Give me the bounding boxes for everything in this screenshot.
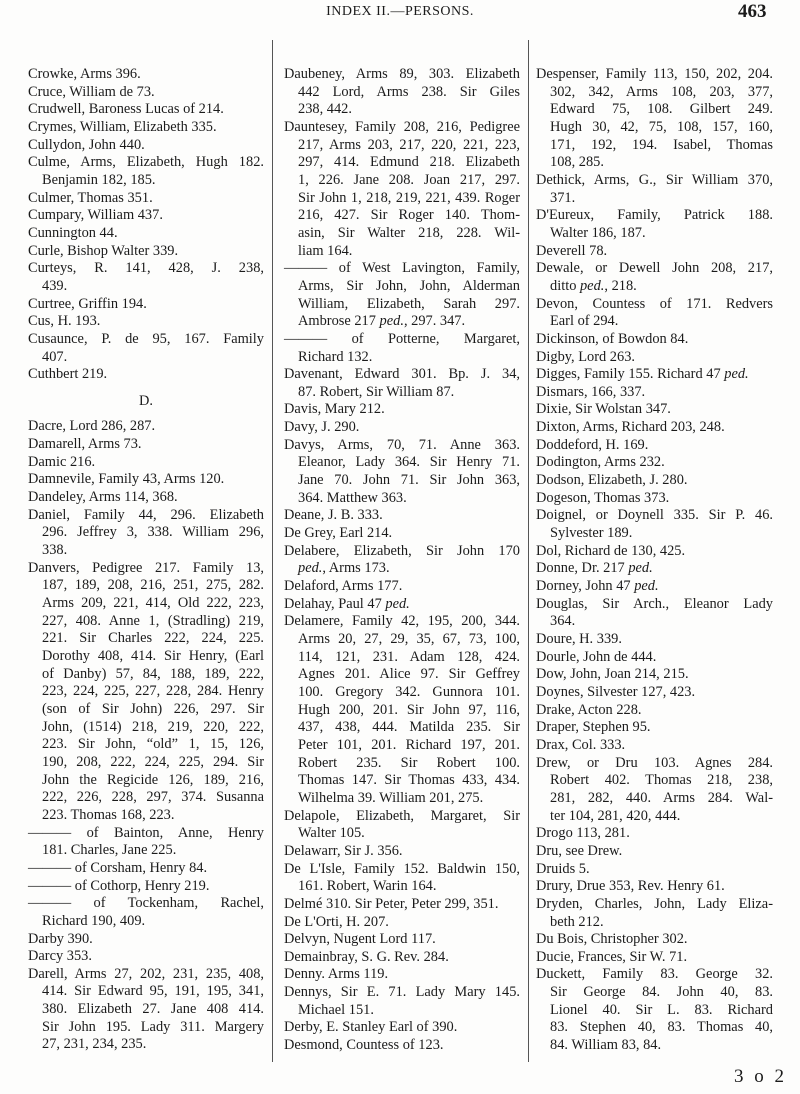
index-entry <box>28 119 264 137</box>
index-entry-line: Cruce, William de 73. <box>28 83 155 100</box>
index-entry-line: Denny. Arms 119. <box>284 966 389 983</box>
index-entry-line: Dandeley, Arms 114, 368. <box>28 489 178 506</box>
index-entry-line: Daubeney, Arms 89, 303. Elizabeth <box>284 66 520 82</box>
index-entry-line: 171, 192, 194. Isabel, Thomas <box>550 136 773 153</box>
index-entry-line: 108, 285. <box>550 154 604 171</box>
index-entry-line: Delabere, Elizabeth, Sir John 170 <box>284 542 520 559</box>
index-entry <box>536 507 773 542</box>
index-entry-line: Ambrose 217 ped., 297. 347. <box>298 313 466 330</box>
index-entry-line: Sir John 1, 218, 219, 221, 439. Roger <box>298 189 520 206</box>
index-entry-line: ditto ped., 218. <box>550 277 637 294</box>
index-entry <box>536 719 773 737</box>
index-entry <box>536 596 773 631</box>
index-entry <box>284 1019 520 1037</box>
section-letter-heading: D. <box>139 392 153 409</box>
index-entry <box>284 366 520 401</box>
index-entry <box>536 666 773 684</box>
index-entry-line: Douglas, Sir Arch., Eleanor Lady <box>536 595 773 612</box>
index-entry <box>536 366 773 384</box>
index-entry-line: Delmé 310. Sir Peter, Peter 299, 351. <box>284 895 499 912</box>
index-entry-line: 223. Thomas 168, 223. <box>42 806 175 823</box>
index-entry <box>28 878 264 896</box>
column-divider <box>528 40 529 1062</box>
index-entry <box>284 949 520 967</box>
index-entry-line: Curteys, R. 141, 428, J. 238, <box>28 260 264 277</box>
index-entry <box>536 543 773 561</box>
index-entry-line: Davis, Mary 212. <box>284 401 385 418</box>
index-entry-line: 442 Lord, Arms 238. Sir Giles <box>298 83 520 100</box>
index-entry <box>284 808 520 843</box>
index-entry-line: Dethick, Arms, G., Sir William 370, <box>536 171 773 188</box>
index-entry-line: Dryden, Charles, John, Lady Eliza- <box>536 895 773 912</box>
printer-signature: 3 o 2 <box>734 1066 787 1087</box>
index-entry-line: Dodson, Elizabeth, J. 280. <box>536 472 688 489</box>
index-entry <box>284 507 520 525</box>
index-entry-line: John, (1514) 218, 219, 220, 222, <box>42 718 264 735</box>
index-entry-line: 221. Sir Charles 222, 224, 225. <box>42 630 264 647</box>
index-entry-line: Doynes, Silvester 127, 423. <box>536 683 696 700</box>
index-entry-line: Dickinson, of Bowdon 84. <box>536 330 689 347</box>
index-entry-line: 84. William 83, 84. <box>550 1037 662 1054</box>
index-entry-line: Delvyn, Nugent Lord 117. <box>284 931 436 948</box>
index-entry-line: 223, 224, 225, 227, 228, 284. Henry <box>42 683 264 700</box>
index-entry-line: ——— of West Lavington, Family, <box>284 260 520 277</box>
index-entry <box>28 489 264 507</box>
index-entry <box>536 472 773 490</box>
index-entry <box>536 825 773 843</box>
index-entry-line: Dorney, John 47 ped. <box>536 578 659 595</box>
index-entry-line: 302, 342, Arms 108, 203, 377, <box>550 83 773 100</box>
index-entry-line: De L'Isle, Family 152. Baldwin 150, <box>284 860 520 877</box>
index-entry-line: De Grey, Earl 214. <box>284 525 393 542</box>
index-entry <box>284 66 520 119</box>
index-entry-line: Dewale, or Dewell John 208, 217, <box>536 260 773 277</box>
index-entry-line: Dru, see Drew. <box>536 842 623 859</box>
index-entry <box>536 331 773 349</box>
index-entry <box>28 471 264 489</box>
index-entry-line: Cullydon, John 440. <box>28 136 145 153</box>
index-entry-line: D'Eureux, Family, Patrick 188. <box>536 207 773 224</box>
index-entry-line: Doure, H. 339. <box>536 631 622 647</box>
index-entry <box>536 649 773 667</box>
index-entry <box>536 560 773 578</box>
index-entry-line: Cus, H. 193. <box>28 313 101 330</box>
index-entry-line: Delawarr, Sir J. 356. <box>284 842 403 859</box>
index-entry-line: Davenant, Edward 301. Bp. J. 34, <box>284 366 520 383</box>
index-entry-line: Dismars, 166, 337. <box>536 383 646 400</box>
index-entry <box>28 507 264 560</box>
index-entry-line: Despenser, Family 113, 150, 202, 204. <box>536 66 773 82</box>
index-entry-line: Eleanor, Lady 364. Sir Henry 71. <box>298 454 520 471</box>
index-entry-line: ped., Arms 173. <box>298 560 390 577</box>
index-column-1 <box>28 66 264 1054</box>
index-entry-line: Dennys, Sir E. 71. Lady Mary 145. <box>284 984 520 1001</box>
index-entry <box>536 755 773 826</box>
index-entry <box>28 966 264 1054</box>
index-entry <box>28 931 264 949</box>
index-entry-line: Dow, John, Joan 214, 215. <box>536 666 689 683</box>
index-entry <box>536 737 773 755</box>
index-entry-line: Curle, Bishop Walter 339. <box>28 242 179 259</box>
index-entry-line: of Danby) 57, 84, 188, 189, 222, <box>42 665 264 682</box>
index-entry <box>28 366 264 384</box>
index-entry <box>284 578 520 596</box>
index-entry-line: ter 104, 281, 420, 444. <box>550 807 681 824</box>
index-entry-line: 364. <box>550 613 576 630</box>
index-entry-line: Walter 186, 187. <box>550 224 646 241</box>
index-entry <box>28 66 264 84</box>
index-entry-line: 227, 408. Anne 1, (Stradling) 219, <box>42 612 264 629</box>
index-entry-line: 281, 282, 440. Arms 284. Wal- <box>550 789 773 806</box>
index-entry-line: Dodington, Arms 232. <box>536 454 665 471</box>
index-entry-line: Doddeford, H. 169. <box>536 436 649 453</box>
index-entry <box>28 84 264 102</box>
index-entry <box>28 825 264 860</box>
index-entry-line: 222, 226, 228, 297, 374. Susanna <box>42 789 264 806</box>
index-entry-line: 190, 208, 222, 224, 225, 294. Sir <box>42 753 264 770</box>
index-entry <box>284 596 520 614</box>
index-entry <box>536 296 773 331</box>
index-entry-line: Drew, or Dru 103. Agnes 284. <box>536 754 773 771</box>
index-entry-line: Lionel 40. Sir L. 83. Richard <box>550 1001 773 1018</box>
index-entry-line: Richard 190, 409. <box>42 912 146 929</box>
index-entry <box>28 895 264 930</box>
index-entry-line: Deverell 78. <box>536 242 608 259</box>
index-entry <box>536 401 773 419</box>
index-entry <box>536 578 773 596</box>
index-entry-line: 223. Sir John, “old” 1, 15, 126, <box>42 736 264 753</box>
index-entry-line: Damic 216. <box>28 453 96 470</box>
index-entry-line: Arms 209, 221, 414, Old 222, 223, <box>42 595 264 612</box>
index-entry-line: 27, 231, 234, 235. <box>42 1036 147 1053</box>
index-entry <box>284 966 520 984</box>
index-entry <box>28 243 264 261</box>
index-entry-line: Peter 101, 201. Richard 197, 201. <box>298 736 520 753</box>
index-entry-line: Digby, Lord 263. <box>536 348 635 365</box>
index-entry-line: Dixie, Sir Wolstan 347. <box>536 401 671 418</box>
index-entry <box>536 384 773 402</box>
index-entry <box>536 437 773 455</box>
index-entry <box>28 418 264 436</box>
index-entry <box>536 702 773 720</box>
index-entry-line: 217, Arms 203, 217, 220, 221, 223, <box>298 136 520 153</box>
index-entry-line: Robert 235. Sir Robert 100. <box>298 754 520 771</box>
index-entry-line: 296. Jeffrey 3, 338. William 296, <box>42 524 264 541</box>
index-entry-line: (son of Sir John) 226, 297. Sir <box>42 700 264 717</box>
index-entry-line: Jane 70. John 71. Sir John 363, <box>298 472 520 489</box>
index-entry-line: ——— of Potterne, Margaret, <box>284 330 520 347</box>
index-entry-line: 439. <box>42 277 68 294</box>
index-entry <box>536 631 773 649</box>
index-entry <box>536 207 773 242</box>
index-entry-line: Cunnington 44. <box>28 224 118 241</box>
index-entry <box>284 419 520 437</box>
index-entry <box>28 331 264 366</box>
index-entry <box>28 454 264 472</box>
index-entry <box>284 914 520 932</box>
index-entry <box>536 454 773 472</box>
index-entry <box>536 490 773 508</box>
index-entry <box>28 560 264 825</box>
index-entry-line: Hugh 200, 201. Sir John 97, 116, <box>298 701 520 718</box>
index-entry-line: Curtree, Griffin 194. <box>28 295 147 312</box>
index-entry-line: Devon, Countess of 171. Redvers <box>536 295 773 312</box>
index-entry-line: De L'Orti, H. 207. <box>284 913 389 930</box>
index-entry-line: Arms 20, 27, 29, 35, 67, 73, 100, <box>298 631 520 647</box>
index-entry-line: Damnevile, Family 43, Arms 120. <box>28 471 225 488</box>
index-entry-line: Sir George 84. John 40, 83. <box>550 984 773 1001</box>
index-entry-line: Davy, J. 290. <box>284 419 360 436</box>
index-entry-line: Daniel, Family 44, 296. Elizabeth <box>28 506 264 523</box>
index-entry-line: 380. Elizabeth 27. Jane 408 414. <box>42 1001 264 1018</box>
index-entry-line: 181. Charles, Jane 225. <box>42 842 177 859</box>
index-entry-line: Earl of 294. <box>550 313 619 330</box>
index-entry-line: Arms, Sir John, John, Alderman <box>298 277 520 294</box>
index-entry-line: Drake, Acton 228. <box>536 701 642 718</box>
index-entry <box>28 154 264 189</box>
index-entry <box>284 543 520 578</box>
index-entry-line: 161. Robert, Warin 164. <box>298 878 437 895</box>
index-entry <box>536 349 773 367</box>
index-entry <box>284 984 520 1019</box>
index-entry-line: 297, 414. Edmund 218. Elizabeth <box>298 154 520 171</box>
index-entry-line: Draper, Stephen 95. <box>536 719 651 736</box>
index-entry <box>536 419 773 437</box>
index-entry <box>536 243 773 261</box>
index-entry <box>28 137 264 155</box>
index-entry-line: Derby, E. Stanley Earl of 390. <box>284 1019 458 1036</box>
index-entry-line: 414. Sir Edward 95, 191, 195, 341, <box>42 983 264 1000</box>
index-entry-line: Delamere, Family 42, 195, 200, 344. <box>284 613 520 630</box>
index-entry-line: 83. Stephen 40, 83. Thomas 40, <box>550 1019 773 1036</box>
index-entry-line: Donne, Dr. 217 ped. <box>536 560 653 577</box>
index-entry-line: Crowke, Arms 396. <box>28 66 141 82</box>
index-entry-line: Cuthbert 219. <box>28 366 108 383</box>
index-entry-line: ——— of Cothorp, Henry 219. <box>28 877 210 894</box>
index-entry-line: Dourle, John de 444. <box>536 648 657 665</box>
index-entry <box>284 119 520 260</box>
index-entry-line: 364. Matthew 363. <box>298 489 407 506</box>
index-entry-line: 216, 427. Sir Roger 140. Thom- <box>298 207 520 224</box>
index-entry <box>28 207 264 225</box>
index-entry-line: Dorothy 408, 414. Sir Henry, (Earl <box>42 648 264 664</box>
index-entry <box>536 260 773 295</box>
index-entry-line: 238, 442. <box>298 101 352 118</box>
index-entry <box>284 401 520 419</box>
index-entry-line: asin, Sir Walter 218, 228. Wil- <box>298 224 520 241</box>
index-entry <box>28 948 264 966</box>
index-entry-line: John the Regicide 126, 189, 216, <box>42 771 264 788</box>
index-entry-line: Darcy 353. <box>28 948 92 965</box>
index-entry <box>536 878 773 896</box>
index-entry-line: Hugh 30, 42, 75, 108, 157, 160, <box>550 118 773 135</box>
index-entry-line: 100. Gregory 342. Gunnora 101. <box>298 683 520 700</box>
index-entry-line: ——— of Bainton, Anne, Henry <box>28 824 264 841</box>
index-entry-line: Sir John 195. Lady 311. Margery <box>42 1018 264 1035</box>
index-entry-line: Dauntesey, Family 208, 216, Pedigree <box>284 118 520 135</box>
index-entry <box>536 949 773 967</box>
index-entry <box>536 966 773 1054</box>
index-entry <box>28 101 264 119</box>
index-entry-line: Ducie, Frances, Sir W. 71. <box>536 948 688 965</box>
index-entry <box>284 437 520 508</box>
index-entry-line: Robert 402. Thomas 218, 238, <box>550 772 773 789</box>
index-entry-line: Cusaunce, P. de 95, 167. Family <box>28 330 264 347</box>
index-entry-line: Dixton, Arms, Richard 203, 248. <box>536 419 725 436</box>
index-entry <box>284 613 520 807</box>
index-entry-line: Drogo 113, 281. <box>536 825 630 842</box>
index-entry-line: 338. <box>42 542 68 559</box>
index-entry-line: Sylvester 189. <box>550 525 633 542</box>
index-entry <box>284 896 520 914</box>
index-entry <box>28 225 264 243</box>
index-entry-line: 1, 226. Jane 208. Joan 217, 297. <box>298 171 520 188</box>
index-entry-line: 407. <box>42 348 68 365</box>
index-entry-line: ——— of Tockenham, Rachel, <box>28 895 264 912</box>
index-entry-line: Drury, Drue 353, Rev. Henry 61. <box>536 878 725 895</box>
index-entry-line: Davys, Arms, 70, 71. Anne 363. <box>284 436 520 453</box>
index-entry <box>536 66 773 172</box>
index-entry-line: liam 164. <box>298 242 353 259</box>
index-entry-line: Digges, Family 155. Richard 47 ped. <box>536 366 749 383</box>
index-entry-line: Walter 105. <box>298 825 365 842</box>
index-entry-line: Drax, Col. 333. <box>536 736 626 753</box>
index-entry-line: 187, 189, 208, 216, 251, 275, 282. <box>42 577 264 594</box>
index-entry-line: Delapole, Elizabeth, Margaret, Sir <box>284 807 520 824</box>
index-entry-line: Crudwell, Baroness Lucas of 214. <box>28 101 224 118</box>
index-entry-line: Wilhelma 39. William 201, 275. <box>298 789 484 806</box>
index-entry-line: ——— of Corsham, Henry 84. <box>28 859 208 876</box>
index-entry <box>284 331 520 366</box>
index-entry <box>536 896 773 931</box>
index-entry-line: Darell, Arms 27, 202, 231, 235, 408, <box>28 965 264 982</box>
index-entry-line: 87. Robert, Sir William 87. <box>298 383 455 400</box>
index-entry-line: Dol, Richard de 130, 425. <box>536 542 686 559</box>
index-entry-line: Duckett, Family 83. George 32. <box>536 966 773 983</box>
index-entry-line: Damarell, Arms 73. <box>28 436 142 453</box>
index-entry-line: William, Elizabeth, Sarah 297. <box>298 295 520 312</box>
index-entry-line: Michael 151. <box>298 1001 374 1018</box>
index-entry-line: Crymes, William, Elizabeth 335. <box>28 118 217 135</box>
index-entry-line: beth 212. <box>550 913 604 930</box>
index-entry-line: Darby 390. <box>28 930 93 947</box>
index-entry-line: Cumpary, William 437. <box>28 207 163 224</box>
index-entry <box>28 190 264 208</box>
index-entry <box>28 436 264 454</box>
index-entry-line: Agnes 201. Alice 97. Sir Geffrey <box>298 666 520 683</box>
running-header-title: INDEX II.—PERSONS. <box>326 4 474 19</box>
index-entry-line: Edward 75, 108. Gilbert 249. <box>550 101 773 118</box>
index-entry <box>536 861 773 879</box>
index-entry <box>536 843 773 861</box>
column-divider <box>272 40 273 1062</box>
index-entry-line: 437, 438, 444. Matilda 235. Sir <box>298 719 520 736</box>
index-entry-line: Dogeson, Thomas 373. <box>536 489 670 506</box>
index-entry-line: Thomas 147. Sir Thomas 433, 434. <box>298 772 520 789</box>
index-entry-line: Culmer, Thomas 351. <box>28 189 153 206</box>
index-entry-line: Richard 132. <box>298 348 373 365</box>
index-entry-line: Benjamin 182, 185. <box>42 171 156 188</box>
index-entry-line: Culme, Arms, Elizabeth, Hugh 182. <box>28 154 264 171</box>
index-entry-line: Deane, J. B. 333. <box>284 507 383 524</box>
index-entry-line: Druids 5. <box>536 860 590 877</box>
index-entry-line: 114, 121, 231. Adam 128, 424. <box>298 648 520 665</box>
index-entry <box>284 931 520 949</box>
index-entry <box>284 525 520 543</box>
index-entry <box>536 172 773 207</box>
index-entry <box>284 843 520 861</box>
index-entry-line: Desmond, Countess of 123. <box>284 1037 444 1054</box>
index-entry-line: Dacre, Lord 286, 287. <box>28 418 156 435</box>
index-entry-line: Du Bois, Christopher 302. <box>536 931 688 948</box>
index-entry <box>28 313 264 331</box>
index-entry <box>284 260 520 331</box>
index-entry-line: Delaford, Arms 177. <box>284 578 403 595</box>
index-entry <box>28 296 264 314</box>
index-entry-line: Demainbray, S. G. Rev. 284. <box>284 948 449 965</box>
index-column-2 <box>284 66 520 1055</box>
index-entry-line: 371. <box>550 189 576 206</box>
index-entry <box>28 860 264 878</box>
index-entry-line: Danvers, Pedigree 217. Family 13, <box>28 559 264 576</box>
index-column-3 <box>536 66 773 1055</box>
index-entry <box>536 931 773 949</box>
index-entry <box>284 1037 520 1055</box>
index-entry <box>284 861 520 896</box>
page-number: 463 <box>738 1 767 22</box>
index-entry-line: Doignel, or Doynell 335. Sir P. 46. <box>536 507 773 524</box>
index-entry <box>536 684 773 702</box>
index-entry-line: Delahay, Paul 47 ped. <box>284 595 410 612</box>
index-entry <box>28 260 264 295</box>
